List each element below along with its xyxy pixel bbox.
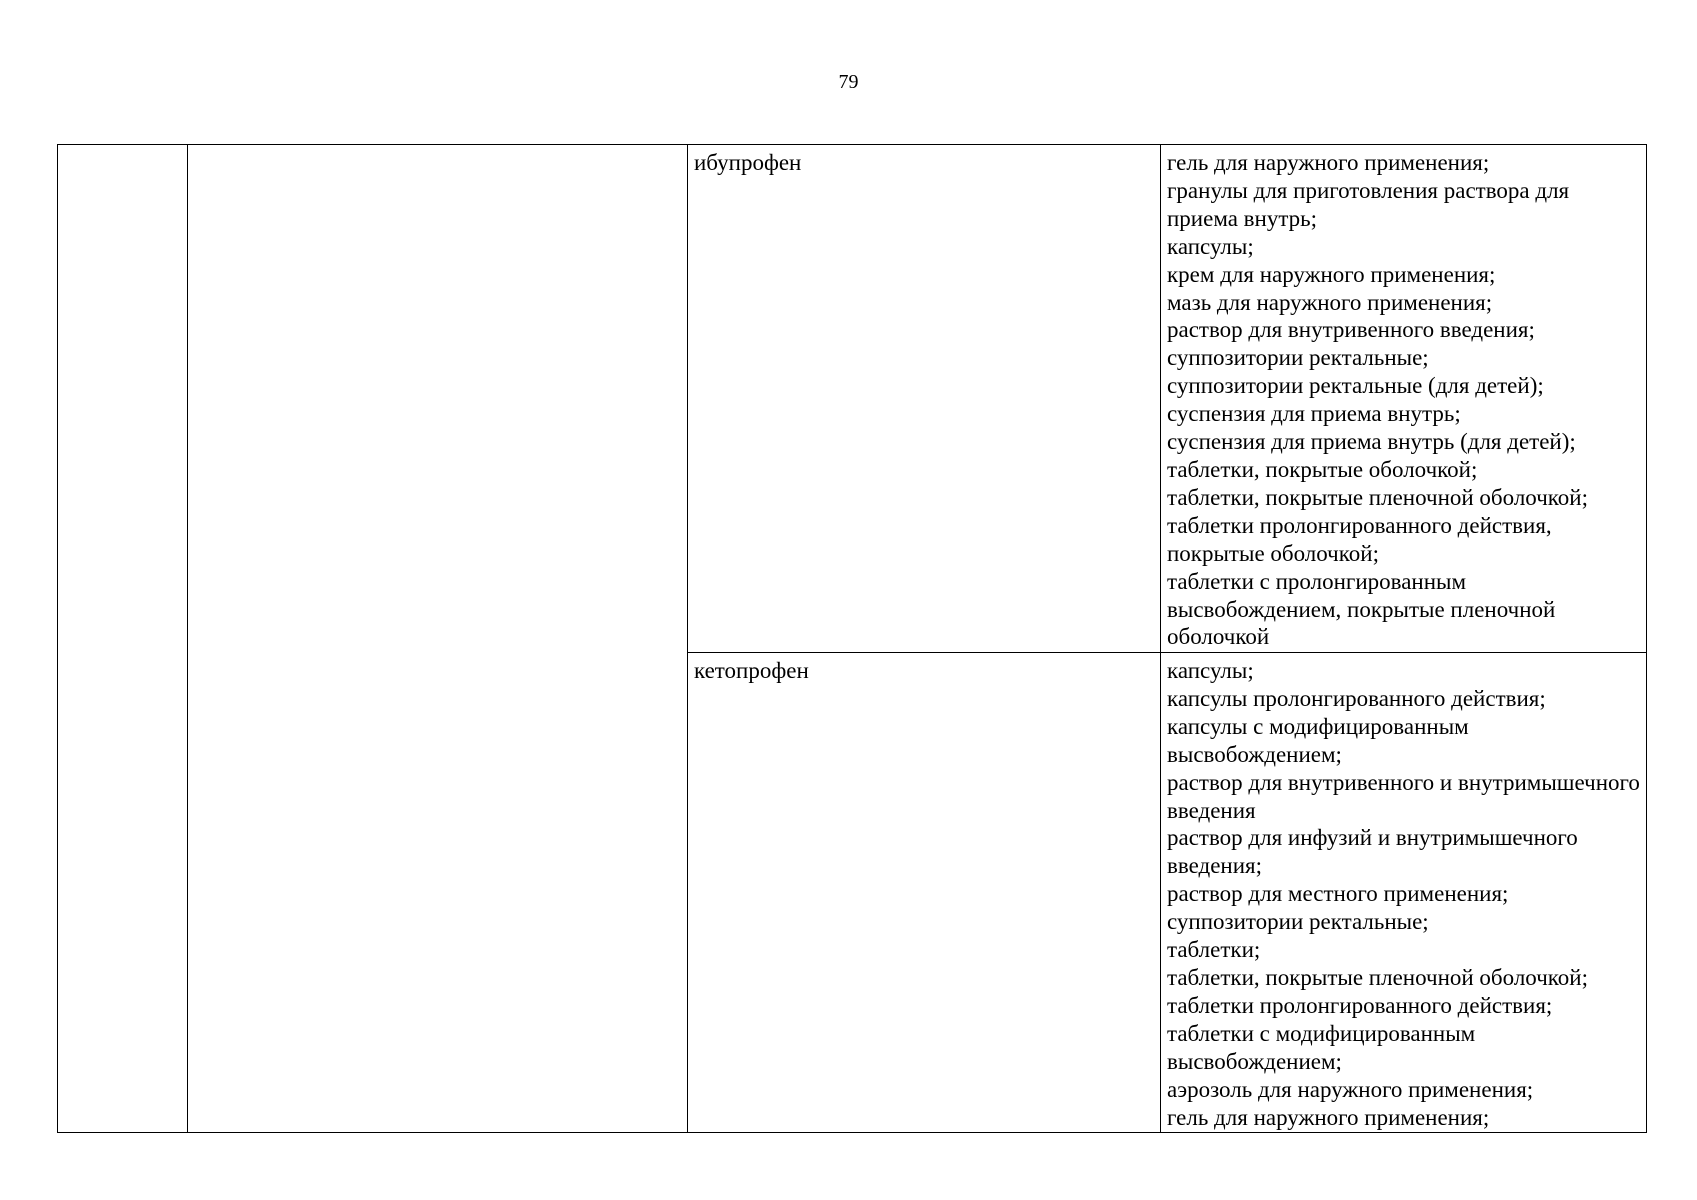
dosage-form: таблетки пролонгированного действия, покрытые оболочкой; [1167,512,1552,566]
dosage-form: таблетки, покрытые пленочной оболочкой; [1167,484,1588,510]
dosage-form: раствор для инфузий и внутримышечного введения; [1167,825,1578,879]
dosage-form: капсулы; [1167,658,1254,683]
dosage-forms-cell [1161,145,1647,653]
dosage-form: суппозитории ректальные; [1167,909,1429,935]
dosage-form: раствор для местного применения; [1167,881,1509,907]
dosage-form: суспензия для приема внутрь; [1167,401,1461,427]
dosage-form: гель для наружного применения; [1167,1104,1490,1130]
dosage-form: суспензия для приема внутрь (для детей); [1167,429,1576,455]
dosage-form: гель для наружного применения; [1167,150,1490,175]
dosage-form: таблетки, покрытые оболочкой; [1167,456,1478,482]
dosage-form: таблетки; [1167,937,1261,963]
dosage-form: раствор для внутривенного и внутримышечного введения [1167,769,1640,823]
drug-table [57,144,1647,1133]
dosage-form: суппозитории ректальные (для детей); [1167,373,1544,399]
drug-name-cell [688,653,1161,1133]
dosage-form: таблетки, покрытые пленочной оболочкой; [1167,964,1588,990]
dosage-form: суппозитории ректальные; [1167,345,1429,371]
drug-name-cell [688,145,1161,653]
dosage-form: таблетки с модифицированным высвобождением; [1167,1020,1476,1074]
dosage-forms-cell [1161,653,1647,1133]
dosage-form: гранулы для приготовления раствора для приема внутрь; [1167,177,1570,231]
table-row-ibuprofen [58,145,1647,653]
page-number: 79 [838,71,859,93]
dosage-form: таблетки с пролонгированным высвобождением, покрытые пленочной оболочкой [1167,568,1556,650]
dosage-form: раствор для внутривенного введения; [1167,317,1535,343]
atc-code-cell [58,145,188,1133]
dosage-form: крем для наружного применения; [1167,261,1496,287]
dosage-form: аэрозоль для наружного применения; [1167,1076,1534,1102]
atc-group-cell [188,145,688,1133]
drug-name: кетопрофен [694,658,809,683]
drug-name: ибупрофен [694,150,802,175]
dosage-form: мазь для наружного применения; [1167,289,1493,315]
dosage-form: капсулы с модифицированным высвобождением; [1167,713,1469,767]
dosage-form: капсулы; [1167,233,1254,259]
dosage-form: капсулы пролонгированного действия; [1167,685,1546,711]
dosage-form: таблетки пролонгированного действия; [1167,992,1553,1018]
